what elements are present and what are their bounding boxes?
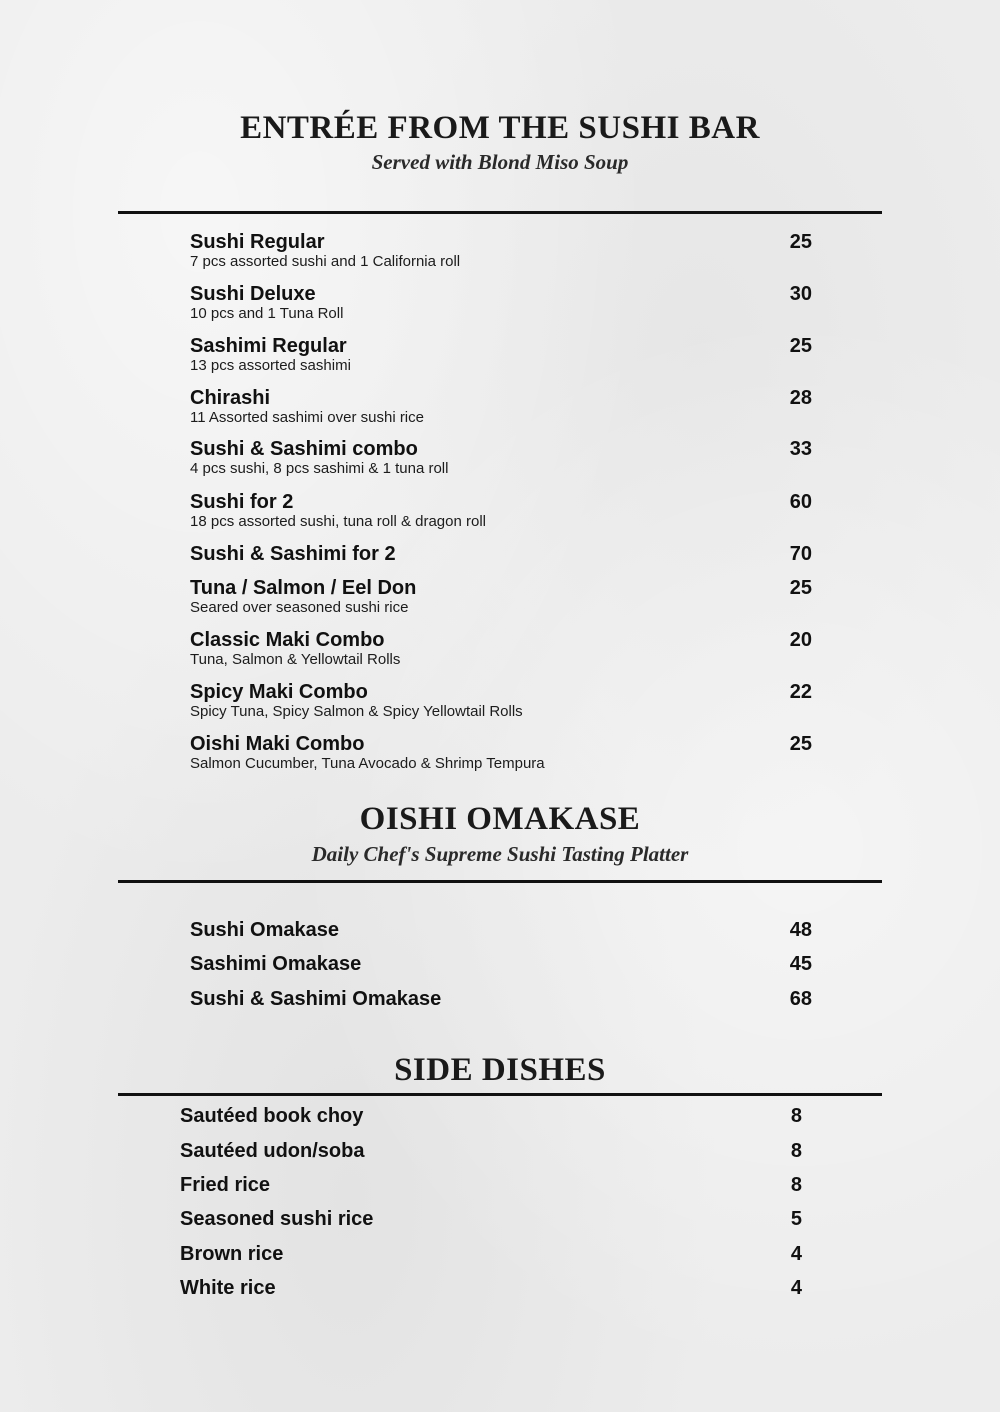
menu-item-name: Sushi for 2 bbox=[190, 491, 294, 513]
menu-item-price: 8 bbox=[790, 1140, 802, 1162]
menu-item bbox=[190, 681, 812, 721]
menu-item-name: Sushi & Sashimi combo bbox=[190, 438, 418, 460]
menu-item-price: 28 bbox=[789, 387, 812, 409]
menu-item-price: 8 bbox=[790, 1174, 802, 1196]
menu-item-price: 68 bbox=[789, 988, 812, 1010]
menu-item-name: Sashimi Omakase bbox=[190, 953, 362, 975]
menu-item-price: 4 bbox=[790, 1277, 802, 1299]
menu-item bbox=[180, 1174, 802, 1196]
menu-item-name: Sashimi Regular bbox=[190, 335, 347, 357]
menu-item-price: 33 bbox=[789, 438, 812, 460]
menu-item-description: Tuna, Salmon & Yellowtail Rolls bbox=[190, 651, 401, 668]
menu-item bbox=[190, 577, 812, 617]
menu-item-name: Classic Maki Combo bbox=[190, 629, 385, 651]
menu-item bbox=[190, 283, 812, 323]
menu-item-name: White rice bbox=[180, 1277, 276, 1299]
menu-item-description: Salmon Cucumber, Tuna Avocado & Shrimp Tempura bbox=[190, 755, 545, 772]
menu-item-name: Tuna / Salmon / Eel Don bbox=[190, 577, 417, 599]
menu-item bbox=[180, 1208, 802, 1230]
menu-item bbox=[180, 1277, 802, 1299]
menu-item-price: 25 bbox=[789, 231, 812, 253]
menu-item-description: 10 pcs and 1 Tuna Roll bbox=[190, 305, 344, 322]
menu-item bbox=[190, 733, 812, 773]
menu-item-price: 70 bbox=[789, 543, 812, 565]
menu-item-name: Chirashi bbox=[190, 387, 271, 409]
menu-item-name: Sushi Regular bbox=[190, 231, 325, 253]
menu-item-price: 45 bbox=[789, 953, 812, 975]
menu-item-price: 25 bbox=[789, 335, 812, 357]
menu-item bbox=[190, 543, 812, 565]
menu-item bbox=[190, 387, 812, 427]
menu-item bbox=[190, 335, 812, 375]
menu-item bbox=[190, 988, 812, 1010]
side-dishes-title: SIDE DISHES bbox=[394, 1052, 606, 1088]
menu-item-name: Sushi Deluxe bbox=[190, 283, 316, 305]
menu-item bbox=[190, 438, 812, 478]
section-divider bbox=[118, 1093, 882, 1096]
menu-item-description: 18 pcs assorted sushi, tuna roll & dragon roll bbox=[190, 513, 486, 530]
menu-item-name: Spicy Maki Combo bbox=[190, 681, 368, 703]
sushi-bar-title: ENTRÉE FROM THE SUSHI BAR bbox=[240, 110, 760, 146]
section-divider bbox=[118, 211, 882, 214]
menu-item-price: 48 bbox=[789, 919, 812, 941]
menu-item-description: 11 Assorted sashimi over sushi rice bbox=[190, 409, 424, 426]
menu-item-price: 20 bbox=[789, 629, 812, 651]
section-divider bbox=[118, 880, 882, 883]
omakase-subtitle: Daily Chef's Supreme Sushi Tasting Platter bbox=[311, 842, 689, 866]
menu-item-name: Brown rice bbox=[180, 1243, 284, 1265]
menu-item-name: Sautéed book choy bbox=[180, 1105, 364, 1127]
sushi-bar-subtitle: Served with Blond Miso Soup bbox=[371, 150, 629, 174]
menu-item bbox=[190, 919, 812, 941]
menu-item bbox=[180, 1243, 802, 1265]
menu-item-description: 7 pcs assorted sushi and 1 California roll bbox=[190, 253, 461, 270]
omakase-title: OISHI OMAKASE bbox=[359, 801, 641, 837]
menu-item-price: 25 bbox=[789, 577, 812, 599]
menu-item-price: 60 bbox=[789, 491, 812, 513]
menu-item-name: Fried rice bbox=[180, 1174, 271, 1196]
menu-item-name: Sushi Omakase bbox=[190, 919, 339, 941]
menu-item-description: Seared over seasoned sushi rice bbox=[190, 599, 409, 616]
menu-item-description: 13 pcs assorted sashimi bbox=[190, 357, 351, 374]
menu-item bbox=[190, 953, 812, 975]
menu-item bbox=[190, 491, 812, 531]
menu-item-name: Oishi Maki Combo bbox=[190, 733, 365, 755]
menu-item-price: 4 bbox=[790, 1243, 802, 1265]
menu-item-name: Sushi & Sashimi for 2 bbox=[190, 543, 396, 565]
menu-item-name: Sautéed udon/soba bbox=[180, 1140, 365, 1162]
menu-item bbox=[190, 231, 812, 271]
menu-item-description: Spicy Tuna, Spicy Salmon & Spicy Yellowtail Rolls bbox=[190, 703, 523, 720]
menu-item-price: 5 bbox=[790, 1208, 802, 1230]
menu-item bbox=[180, 1140, 802, 1162]
menu-item bbox=[180, 1105, 802, 1127]
menu-item-price: 25 bbox=[789, 733, 812, 755]
menu-item-price: 22 bbox=[789, 681, 812, 703]
menu-item-price: 8 bbox=[790, 1105, 802, 1127]
menu-item-name: Sushi & Sashimi Omakase bbox=[190, 988, 442, 1010]
menu-item-name: Seasoned sushi rice bbox=[180, 1208, 374, 1230]
menu-item bbox=[190, 629, 812, 669]
menu-item-description: 4 pcs sushi, 8 pcs sashimi & 1 tuna roll bbox=[190, 460, 449, 477]
menu-item-price: 30 bbox=[789, 283, 812, 305]
